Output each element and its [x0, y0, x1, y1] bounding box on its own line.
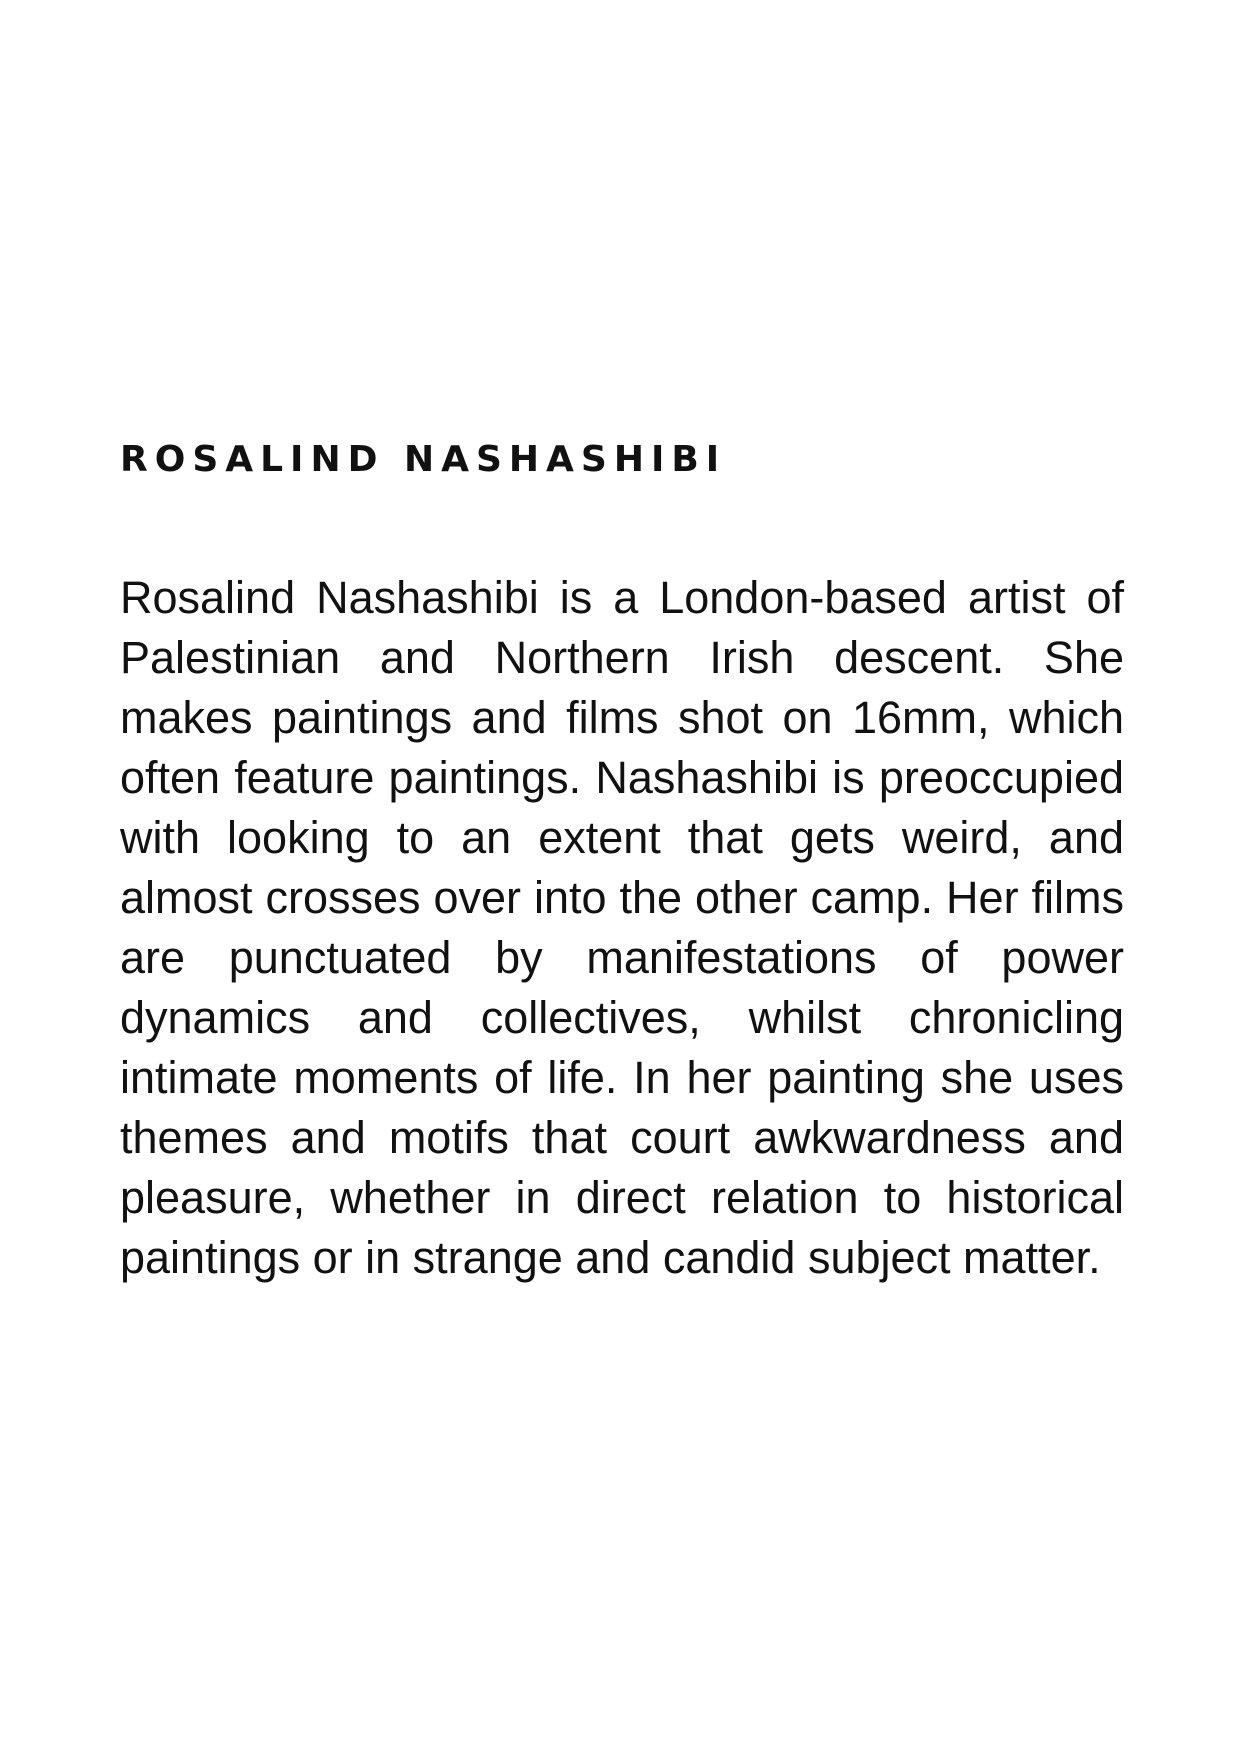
artist-name-heading: ROSALIND NASHASHIBI [120, 439, 727, 480]
artist-bio [120, 436, 1124, 1288]
artist-bio-paragraph: Rosalind Nashashibi is a London-based artist of Palestinian and Northern Irish descent. She makes paintings and films shot on 16mm, which often feature paintings. Nashashibi is preoccupied with looking to an extent that gets weird, and almost crosses over into the other camp. Her films are punctuated by manifestations of power dynamics and collectives, whilst chronicling intimate moments of life. In her painting she uses themes and motifs that court awkwardness and pleasure, whether in direct relation to historical paintings or in strange and candid subject matter. [120, 572, 1124, 1283]
